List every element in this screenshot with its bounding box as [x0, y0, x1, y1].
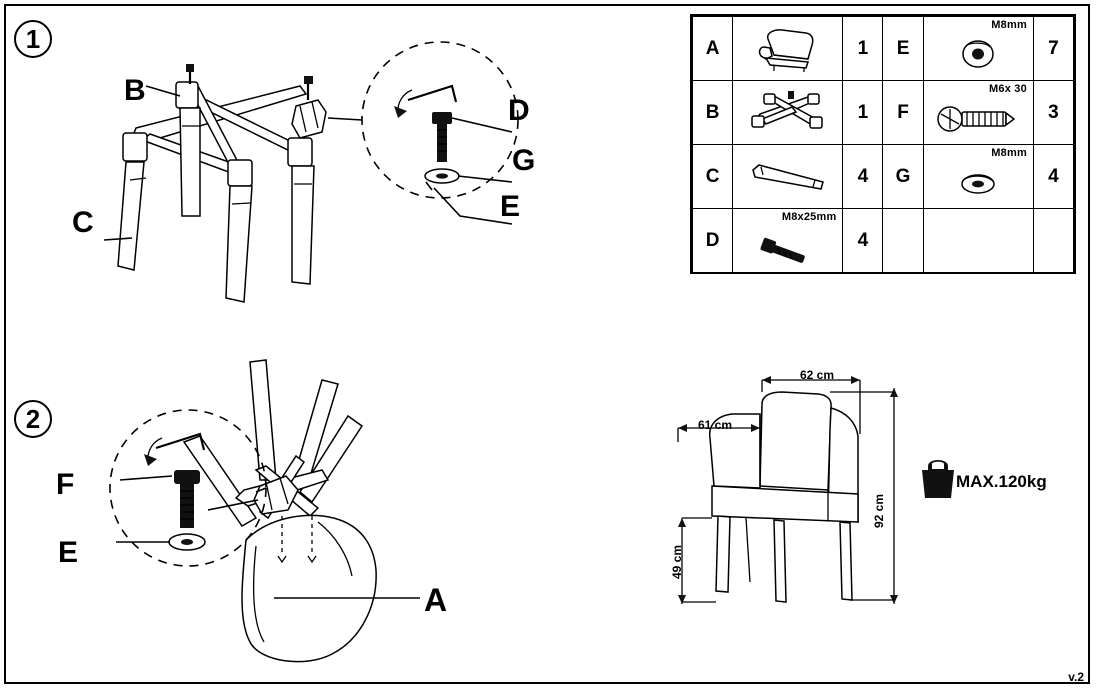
part-letter-d: D [693, 209, 733, 273]
part-letter-c: C [693, 145, 733, 209]
step-2-number: 2 [14, 400, 52, 438]
part-letter-f: F [883, 81, 923, 145]
dim-label-width-top: 62 cm [800, 368, 835, 382]
parts-list-table [690, 14, 1076, 274]
part-note-f: M6x 30 [989, 83, 1027, 95]
part-qty-f: 3 [1033, 81, 1073, 145]
part-image-f [923, 81, 1033, 145]
table-row [693, 81, 1074, 145]
part-image-g [923, 145, 1033, 209]
step-1-number: 1 [14, 20, 52, 58]
cross-base-frame-icon [733, 81, 842, 144]
label-e-step1: E [500, 190, 521, 223]
label-f: F [56, 468, 75, 501]
label-e-step2: E [58, 536, 79, 569]
part-letter-empty [883, 209, 923, 273]
spring-washer-icon [924, 145, 1033, 208]
upturned-chair-group [184, 360, 376, 662]
allen-bolt-icon [733, 209, 842, 272]
part-letter-g: G [883, 145, 923, 209]
leader-f [120, 476, 172, 480]
leader-b [146, 86, 180, 96]
dimension-drawing [650, 370, 940, 660]
part-image-b [733, 81, 843, 145]
table-row [693, 17, 1074, 81]
step-2-illustration [60, 330, 680, 675]
part-image-c [733, 145, 843, 209]
hex-bolt-icon [924, 81, 1033, 144]
part-image-e [923, 17, 1033, 81]
part-image-a [733, 17, 843, 81]
part-qty-a: 1 [843, 17, 883, 81]
table-row [693, 145, 1074, 209]
weight-icon [918, 456, 958, 502]
part-letter-e: E [883, 17, 923, 81]
part-letter-b: B [693, 81, 733, 145]
dim-label-height-total: 92 cm [872, 493, 887, 529]
part-note-g: M8mm [991, 147, 1027, 159]
armchair-icon [733, 17, 842, 80]
label-d: D [508, 94, 530, 127]
part-image-d [733, 209, 843, 273]
label-g: G [512, 144, 536, 177]
part-qty-g: 4 [1033, 145, 1073, 209]
dim-label-width-arm: 61 cm [698, 418, 733, 432]
part-note-e: M8mm [991, 19, 1027, 31]
document-version: v.2 [1068, 670, 1084, 684]
part-image-empty [923, 209, 1033, 273]
part-qty-d: 4 [843, 209, 883, 273]
dim-label-height-seat: 49 cm [670, 544, 685, 580]
label-c: C [72, 206, 94, 239]
part-qty-b: 1 [843, 81, 883, 145]
detail-callout-step2 [110, 410, 266, 566]
part-qty-c: 4 [843, 145, 883, 209]
part-qty-e: 7 [1033, 17, 1073, 81]
part-letter-a: A [693, 17, 733, 81]
table-row [693, 209, 1074, 273]
part-qty-empty [1033, 209, 1073, 273]
label-b: B [124, 74, 146, 107]
label-a: A [424, 582, 448, 618]
part-note-d: M8x25mm [781, 211, 837, 223]
washer-icon [924, 17, 1033, 80]
chair-leg-icon [733, 145, 842, 208]
detail-callout-step1 [328, 42, 521, 224]
max-load-label: MAX.120kg [956, 472, 1047, 491]
step-1-illustration [60, 20, 660, 320]
